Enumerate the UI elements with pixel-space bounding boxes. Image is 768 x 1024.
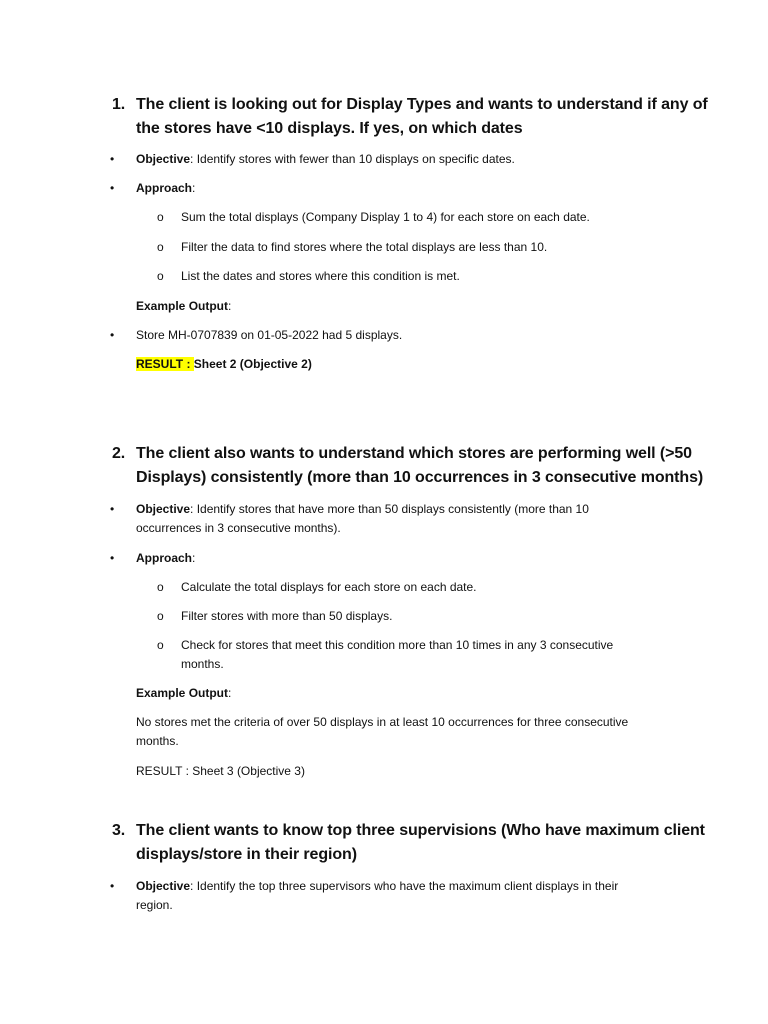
section-number: 1. bbox=[112, 96, 126, 113]
section-title: The client wants to know top three supervisions (Who have maximum client displays/store in their region) bbox=[136, 822, 705, 863]
section-1-heading bbox=[112, 93, 712, 141]
approach-line bbox=[136, 179, 666, 198]
approach-item: Filter stores with more than 50 displays. bbox=[181, 609, 393, 623]
approach-colon: : bbox=[192, 551, 196, 565]
sub-bullet-glyph: o bbox=[157, 580, 164, 594]
result-label: RESULT : bbox=[136, 357, 194, 371]
objective-line bbox=[136, 877, 656, 915]
sub-bullet-glyph: o bbox=[157, 609, 164, 623]
approach-item: Calculate the total displays for each store on each date. bbox=[181, 580, 477, 594]
result-text: Sheet 2 (Objective 2) bbox=[193, 357, 312, 371]
bullet-glyph: • bbox=[110, 879, 115, 893]
result-line bbox=[136, 355, 666, 374]
example-output-label bbox=[136, 297, 666, 316]
approach-item: Check for stores that meet this condition more than 10 times in any 3 consecutive months. bbox=[181, 638, 614, 671]
bullet-glyph: • bbox=[110, 328, 115, 342]
objective-text: : Identify the top three supervisors who have the maximum client displays in their region. bbox=[136, 879, 619, 912]
objective-label: Objective bbox=[136, 502, 191, 516]
approach-line bbox=[136, 549, 666, 568]
approach-item: Sum the total displays (Company Display 1 to 4) for each store on each date. bbox=[181, 210, 590, 224]
example-colon: : bbox=[228, 686, 232, 700]
sub-bullet-glyph: o bbox=[157, 210, 164, 224]
section-number: 2. bbox=[112, 445, 126, 462]
example-output-text: Store MH-0707839 on 01-05-2022 had 5 displays. bbox=[136, 328, 403, 342]
approach-item: Filter the data to find stores where the total displays are less than 10. bbox=[181, 240, 548, 254]
approach-item: List the dates and stores where this condition is met. bbox=[181, 269, 460, 283]
approach-label: Approach bbox=[136, 181, 193, 195]
section-title: The client also wants to understand which stores are performing well (>50 Displays) consistently (more than 10 occurrences in 3 consecutive months) bbox=[136, 445, 704, 486]
objective-text: : Identify stores that have more than 50 displays consistently (more than 10 occurrences in 3 consecutive months). bbox=[136, 502, 589, 535]
result-line: RESULT : Sheet 3 (Objective 3) bbox=[136, 764, 305, 778]
objective-line bbox=[136, 150, 666, 169]
objective-label: Objective bbox=[136, 152, 191, 166]
section-3-heading bbox=[112, 819, 712, 867]
bullet-glyph: • bbox=[110, 152, 115, 166]
sub-bullet-glyph: o bbox=[157, 240, 164, 254]
example-label: Example Output bbox=[136, 686, 229, 700]
objective-text: : Identify stores with fewer than 10 displays on specific dates. bbox=[190, 152, 515, 166]
approach-label: Approach bbox=[136, 551, 193, 565]
section-title: The client is looking out for Display Types and wants to understand if any of the stores have <10 displays. If yes, on which dates bbox=[136, 96, 708, 137]
bullet-glyph: • bbox=[110, 502, 115, 516]
objective-line bbox=[136, 500, 626, 538]
example-colon: : bbox=[228, 299, 232, 313]
bullet-glyph: • bbox=[110, 551, 115, 565]
section-2-heading bbox=[112, 442, 712, 490]
sub-bullet-glyph: o bbox=[157, 638, 164, 652]
example-output-text: No stores met the criteria of over 50 displays in at least 10 occurrences for three consecutive months. bbox=[136, 715, 629, 748]
example-label: Example Output bbox=[136, 299, 229, 313]
sub-bullet-glyph: o bbox=[157, 269, 164, 283]
bullet-glyph: • bbox=[110, 181, 115, 195]
approach-colon: : bbox=[192, 181, 196, 195]
objective-label: Objective bbox=[136, 879, 191, 893]
example-output-label bbox=[136, 684, 666, 703]
section-number: 3. bbox=[112, 822, 126, 839]
